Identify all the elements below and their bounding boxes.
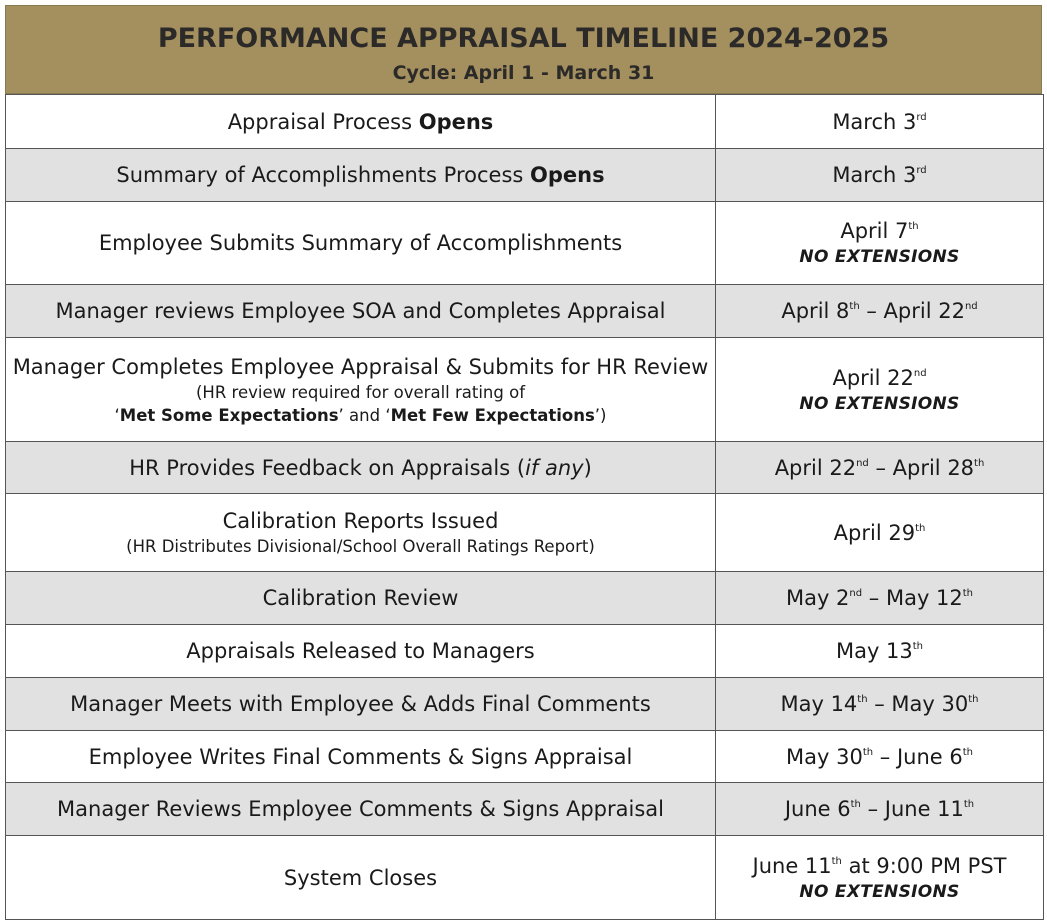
- date-cell: [716, 625, 1044, 678]
- quote-open: ‘: [114, 405, 120, 425]
- date-cell: [716, 442, 1044, 494]
- task-text: Appraisals Released to Managers: [186, 639, 535, 663]
- date-cell: [716, 494, 1044, 572]
- task-text: Summary of Accomplishments Process: [116, 163, 530, 187]
- and-text: and: [343, 405, 386, 425]
- date-end-suffix: th: [974, 457, 985, 469]
- date-start-suffix: th: [849, 301, 860, 312]
- table-row: [6, 442, 1044, 494]
- task-cell: [6, 836, 716, 920]
- task-note: (HR review required for overall rating of: [195, 382, 526, 402]
- date-cell: [716, 95, 1044, 149]
- table-row: [6, 95, 1044, 149]
- no-extensions-note: NO EXTENSIONS: [799, 881, 960, 902]
- task-text: Appraisal Process: [227, 109, 419, 134]
- table-row: [6, 783, 1044, 836]
- task-cell: [6, 783, 716, 836]
- task-bold: Opens: [530, 163, 605, 187]
- date-end: June 11: [884, 797, 964, 821]
- task-text: Manager Completes Employee Appraisal & Submits for HR Review: [12, 354, 709, 379]
- date-end: April 22: [883, 299, 965, 323]
- table-row: [6, 149, 1044, 202]
- date-start-suffix: th: [857, 694, 868, 705]
- date-cell: [716, 731, 1044, 783]
- task-cell: [6, 494, 716, 572]
- task-text: System Closes: [283, 865, 438, 890]
- no-extensions-note: NO EXTENSIONS: [799, 247, 960, 267]
- cycle-subtitle: Cycle: April 1 - March 31: [392, 62, 655, 84]
- quote-open: ‘: [385, 405, 391, 425]
- date-cell: [716, 149, 1044, 202]
- page-title: PERFORMANCE APPRAISAL TIMELINE 2024-2025: [157, 23, 890, 54]
- date-separator: –: [868, 455, 893, 480]
- task-cell: [6, 625, 716, 678]
- table-row: [6, 572, 1044, 625]
- date-start: April 8: [781, 299, 850, 323]
- timeline-table: [5, 94, 1044, 920]
- date-end: May 12: [885, 586, 963, 610]
- date-cell: [716, 202, 1044, 285]
- table-row: [6, 836, 1044, 920]
- table-row: [6, 285, 1044, 338]
- task-close: ): [583, 455, 592, 480]
- date-separator: –: [867, 692, 892, 716]
- task-note-ratings: [12, 404, 709, 427]
- task-cell: [6, 202, 716, 285]
- date-suffix: th: [915, 522, 926, 534]
- date-suffix: th: [908, 221, 919, 232]
- date-suffix: rd: [916, 165, 927, 176]
- date-suffix: th: [831, 855, 842, 867]
- date-end: May 30: [891, 692, 969, 716]
- date-end: June 6: [896, 744, 963, 769]
- date-separator: –: [860, 797, 885, 821]
- rating-met-some: Met Some Expectations: [119, 405, 339, 425]
- table-row: [6, 338, 1044, 442]
- date-time: at 9:00 PM PST: [841, 853, 1007, 878]
- date-text: June 11: [752, 853, 832, 878]
- date-text: May 13: [835, 639, 913, 663]
- task-cell: [6, 442, 716, 494]
- task-cell: [6, 731, 716, 783]
- table-row: [6, 202, 1044, 285]
- task-italic: if any: [525, 455, 584, 480]
- date-end-suffix: th: [963, 799, 975, 810]
- date-suffix: nd: [913, 367, 927, 379]
- date-end-suffix: th: [962, 746, 973, 758]
- task-cell: [6, 95, 716, 149]
- table-row: [6, 678, 1044, 731]
- date-end-suffix: th: [962, 588, 974, 599]
- task-cell: [6, 572, 716, 625]
- date-end-suffix: th: [968, 694, 979, 705]
- task-text: Manager Meets with Employee & Adds Final Comments: [70, 692, 651, 716]
- table-row: [6, 494, 1044, 572]
- date-separator: –: [859, 299, 884, 323]
- task-note: (HR Distributes Divisional/School Overall Ratings Report): [126, 537, 595, 556]
- date-start-suffix: nd: [856, 457, 869, 469]
- date-start: June 6: [784, 797, 851, 821]
- date-cell: [716, 783, 1044, 836]
- quote-close: ’): [594, 405, 607, 425]
- date-start: April 22: [774, 455, 857, 480]
- table-row: [6, 731, 1044, 783]
- date-start-suffix: th: [862, 746, 874, 758]
- task-text: Employee Submits Summary of Accomplishments: [98, 231, 623, 255]
- date-text: April 22: [832, 365, 914, 390]
- task-cell: [6, 678, 716, 731]
- date-start-suffix: nd: [849, 588, 863, 599]
- date-suffix: th: [912, 641, 924, 652]
- no-extensions-note: NO EXTENSIONS: [799, 393, 960, 414]
- date-cell: [716, 678, 1044, 731]
- rating-met-few: Met Few Expectations: [390, 405, 595, 425]
- date-start-suffix: th: [850, 799, 861, 810]
- date-separator: –: [873, 744, 897, 769]
- date-cell: [716, 836, 1044, 920]
- date-text: March 3: [832, 109, 917, 134]
- date-separator: –: [862, 586, 886, 610]
- date-end: April 28: [892, 455, 975, 480]
- date-end-suffix: nd: [964, 301, 978, 312]
- task-text: Manager reviews Employee SOA and Completes Appraisal: [55, 299, 666, 323]
- date-suffix: rd: [916, 111, 927, 123]
- quote-close: ’: [338, 405, 344, 425]
- task-text: Calibration Reports Issued: [222, 509, 499, 533]
- date-text: April 7: [840, 219, 909, 243]
- task-text: HR Provides Feedback on Appraisals (: [129, 455, 526, 480]
- task-bold: Opens: [418, 109, 494, 134]
- date-cell: [716, 572, 1044, 625]
- task-text: Calibration Review: [262, 586, 459, 610]
- header-banner: [5, 5, 1042, 94]
- task-cell: [6, 285, 716, 338]
- date-start: May 2: [785, 586, 850, 610]
- task-text: Employee Writes Final Comments & Signs Appraisal: [88, 744, 633, 769]
- date-text: April 29: [833, 520, 916, 545]
- task-cell: [6, 338, 716, 442]
- date-cell: [716, 285, 1044, 338]
- date-start: May 30: [786, 744, 863, 769]
- date-text: March 3: [832, 163, 917, 187]
- table-row: [6, 625, 1044, 678]
- date-start: May 14: [780, 692, 858, 716]
- task-cell: [6, 149, 716, 202]
- task-text: Manager Reviews Employee Comments & Signs Appraisal: [57, 797, 664, 821]
- date-cell: [716, 338, 1044, 442]
